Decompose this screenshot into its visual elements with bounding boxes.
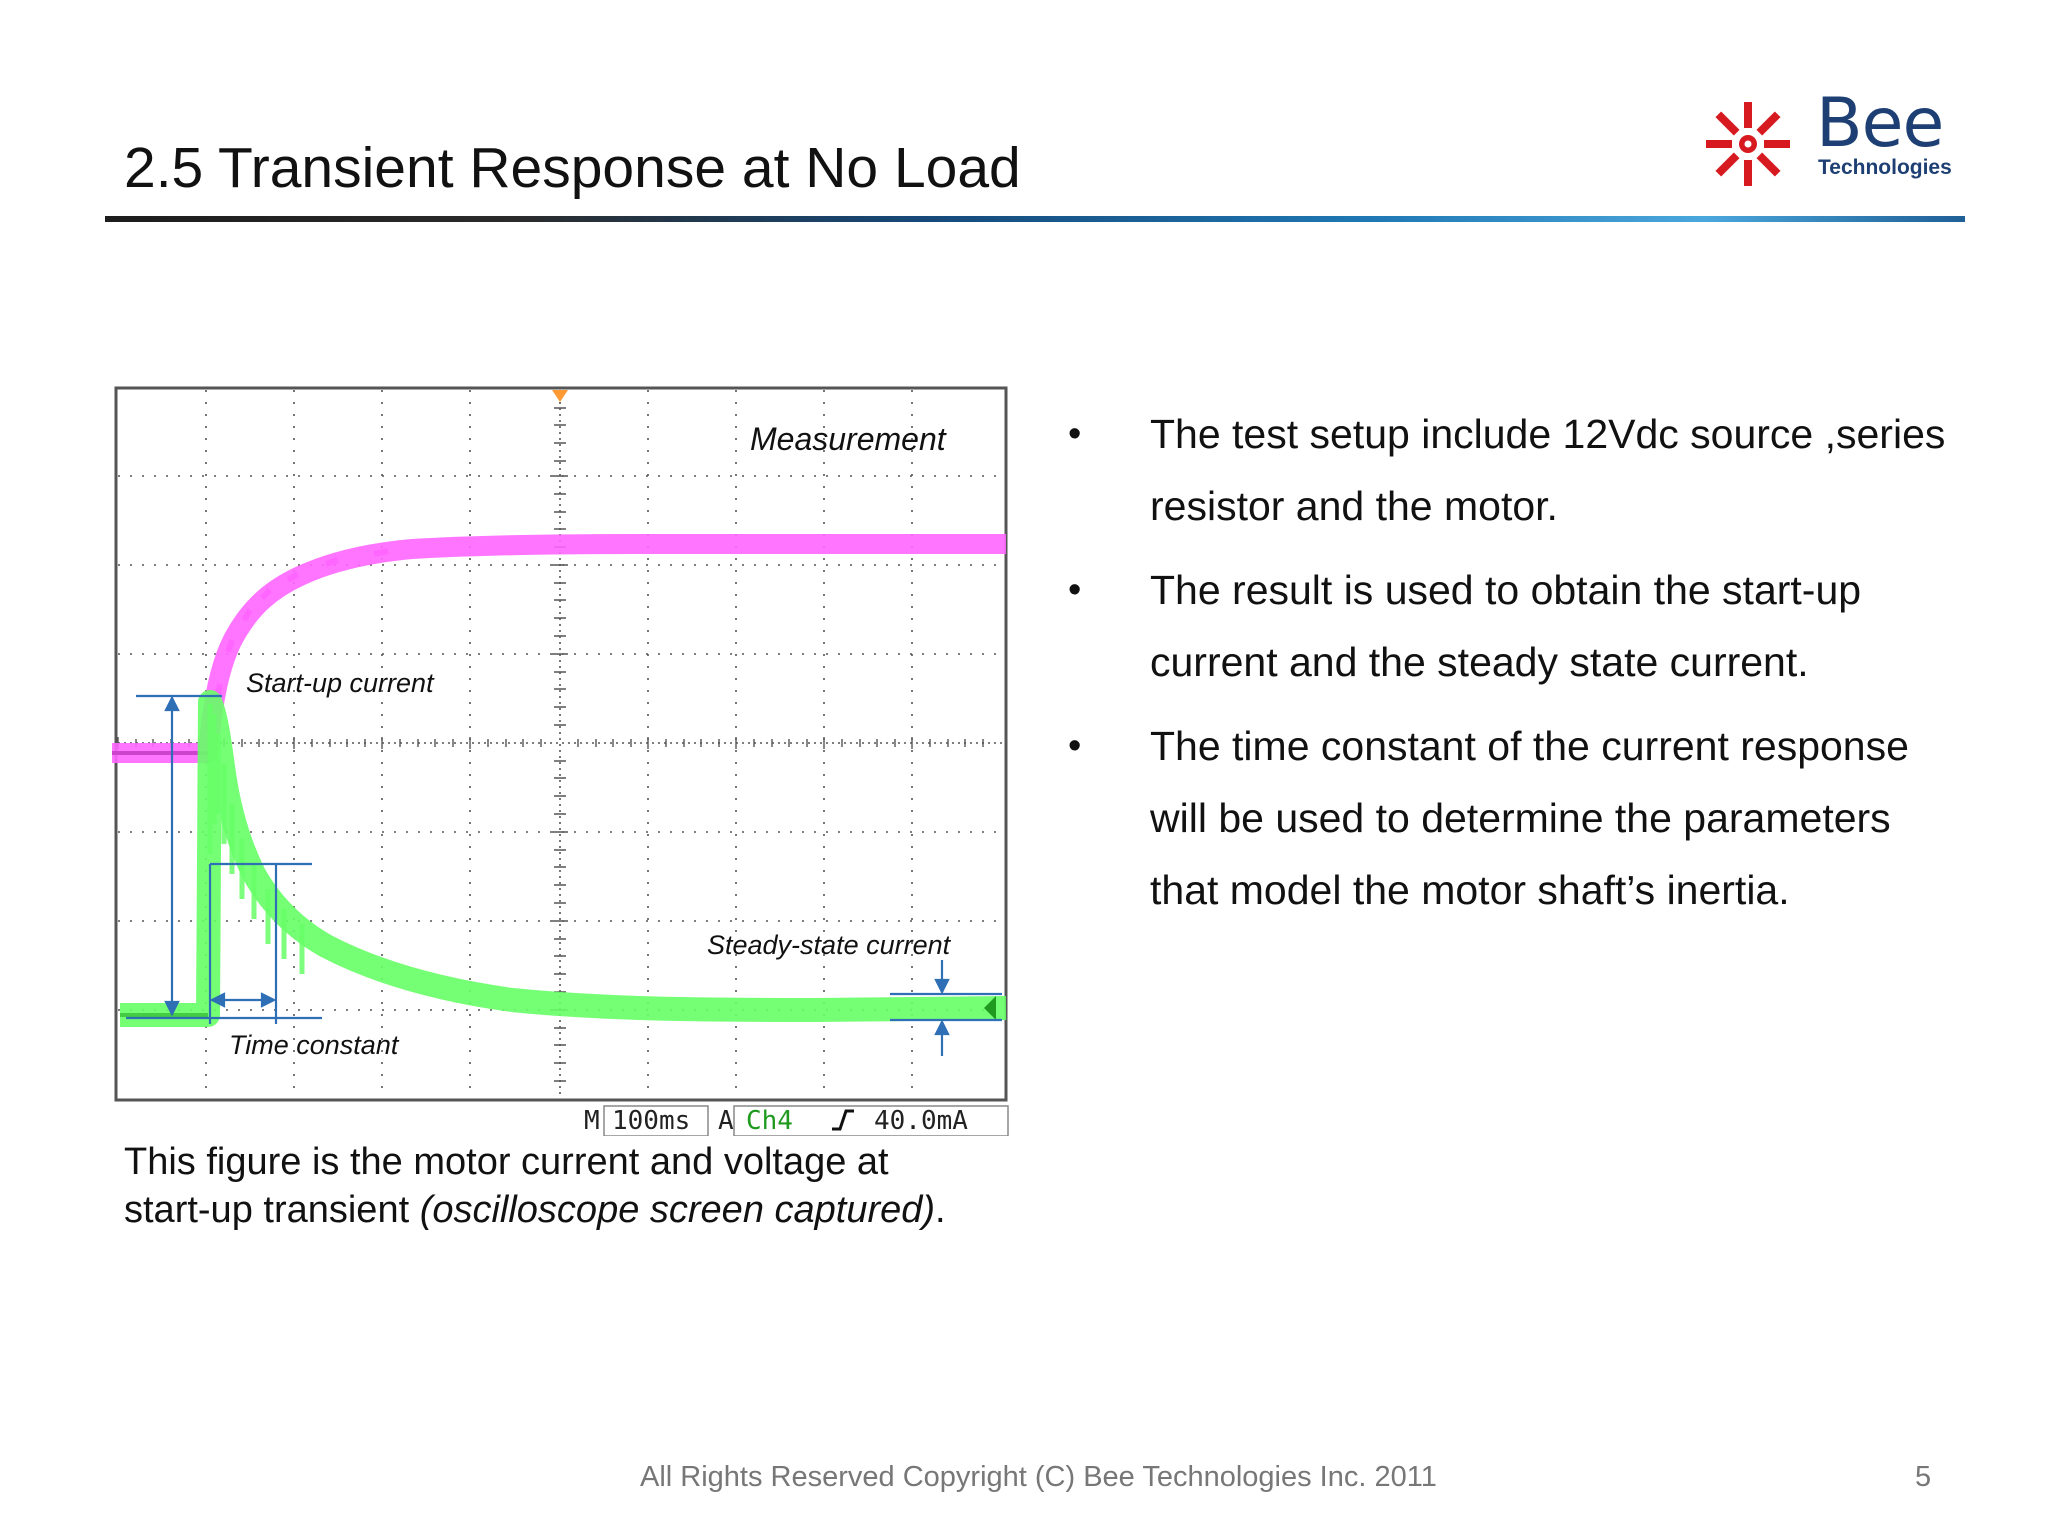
figure-caption — [124, 1138, 984, 1234]
bee-logo-icon — [1700, 96, 1796, 192]
bullet-text: The time constant of the current response will be used to determine the parameters that model the motor shaft’s inertia. — [1150, 723, 1909, 913]
trigger-channel: Ch4 — [746, 1106, 793, 1136]
bullet-item — [1068, 710, 1968, 926]
page-number: 5 — [1915, 1461, 1932, 1493]
time-constant-label: Time constant — [229, 1030, 399, 1060]
trigger-prefix: A — [718, 1106, 734, 1136]
trigger-level: 40.0mA — [874, 1106, 968, 1136]
logo-wordmark: Bee — [1816, 84, 1944, 163]
bullet-symbol: • — [1068, 413, 1082, 455]
caption-text: This figure is the motor current and voltage at start-up transient — [124, 1141, 889, 1231]
oscilloscope-screenshot — [112, 384, 1012, 1136]
startup-current-label: Start-up current — [246, 668, 434, 698]
copyright-footer: All Rights Reserved Copyright (C) Bee Technologies Inc. 2011 — [640, 1461, 1437, 1493]
measurement-label: Measurement — [750, 421, 946, 457]
bullet-symbol: • — [1068, 725, 1082, 767]
bullet-text: The result is used to obtain the start-up current and the steady state current. — [1150, 567, 1862, 685]
timebase-prefix: M — [584, 1106, 600, 1136]
slide-title: 2.5 Transient Response at No Load — [124, 136, 1021, 200]
bullet-item — [1068, 398, 1968, 542]
bullet-symbol: • — [1068, 569, 1082, 611]
steady-state-current-label: Steady-state current — [707, 930, 951, 960]
title-underline — [105, 216, 1965, 222]
bee-technologies-logo — [1700, 84, 1972, 196]
timebase-value: 100ms — [612, 1106, 691, 1136]
caption-end: . — [935, 1189, 946, 1231]
bullet-text: The test setup include 12Vdc source ,series resistor and the motor. — [1150, 411, 1946, 529]
bullet-list — [1068, 398, 1968, 938]
bullet-item — [1068, 554, 1968, 698]
caption-italic: (oscilloscope screen captured) — [419, 1189, 936, 1231]
logo-subtitle: Technologies — [1818, 156, 1952, 179]
